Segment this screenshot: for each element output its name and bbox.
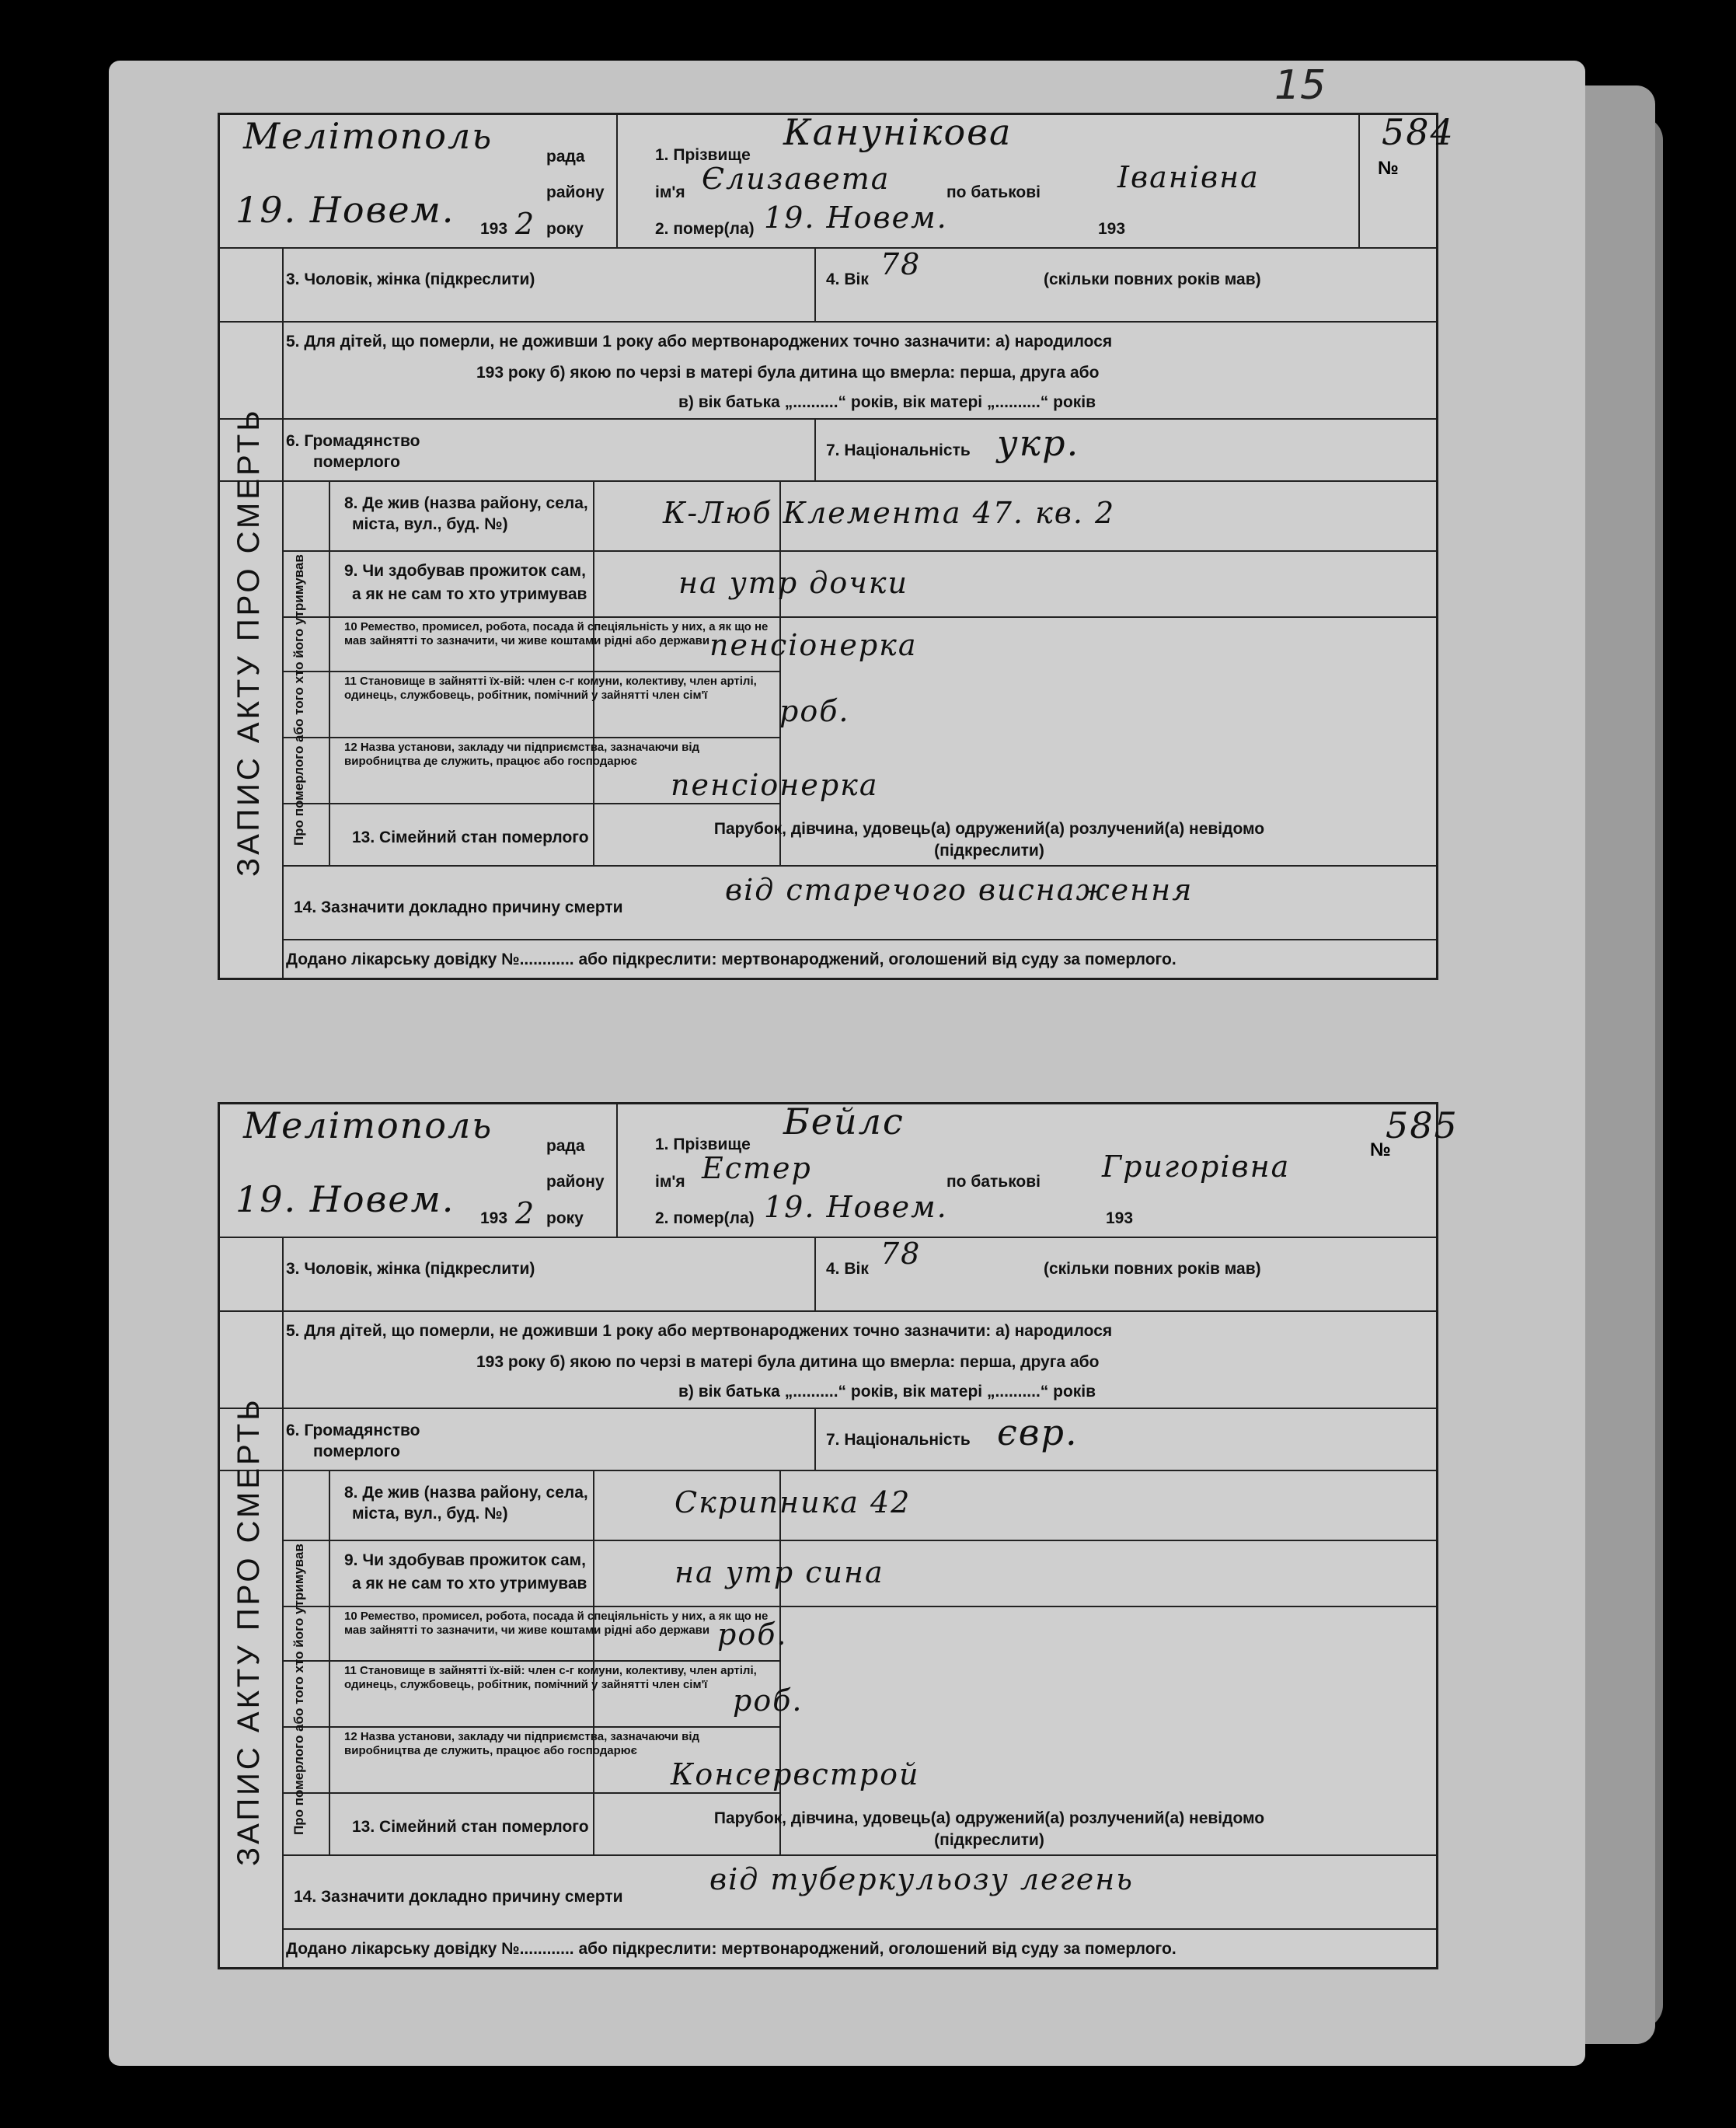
record-number-label: № <box>1378 158 1399 179</box>
nationality-value: укр. <box>997 422 1080 464</box>
support-label-2: а як не сам то хто утримував <box>352 585 587 603</box>
side-subtitle: Про померлого або того хто його утримував <box>291 1544 306 1835</box>
surname-label: 1. Прізвище <box>655 1136 751 1153</box>
roku-label: року <box>546 1209 584 1227</box>
nationality-label: 7. Національність <box>826 441 971 459</box>
age-value: 78 <box>880 247 922 281</box>
position-value: роб. <box>779 694 850 728</box>
died-label: 2. помер(ла) <box>655 1209 755 1227</box>
address-value: Скрипника 42 <box>675 1485 912 1519</box>
roku-label: року <box>546 220 584 238</box>
cause-label: 14. Зазначити докладно причину смерти <box>294 898 623 916</box>
occupation-label: 10 Ремество, промисел, робота, посада й спеціяльність у них, а як що не мав зайнятті то зазначити, чи живе коштами рідні або держави <box>344 1610 769 1637</box>
support-label: 9. Чи здобував прожиток сам, <box>344 562 586 580</box>
support-label-2: а як не сам то хто утримував <box>352 1575 587 1593</box>
age-hint: (скільки повних років мав) <box>1044 270 1261 288</box>
nationality-label: 7. Національність <box>826 1431 971 1449</box>
name-label: ім'я <box>655 1173 685 1191</box>
age-value: 78 <box>880 1237 922 1271</box>
children-line-2: 193 року б) якою по черзі в матері була дитина що вмерла: перша, друга або <box>476 1353 1100 1371</box>
children-line-3: в) вік батька „..........“ років, вік матері „..........“ років <box>678 393 1096 411</box>
footer-note: Додано лікарську довідку №............ або підкреслити: мертвонароджений, оголошений від суду за померлого. <box>286 951 1177 968</box>
position-label: 11 Становище в зайнятті їх-вій: член с-г комуни, колективу, член артілі, одинець, службовець, робітник, помічний у зайнятті член сім'ї <box>344 1664 757 1691</box>
position-label: 11 Становище в зайнятті їх-вій: член с-г комуни, колективу, член артілі, одинець, службовець, робітник, помічний у зайнятті член сім'ї <box>344 675 757 702</box>
footer-note: Додано лікарську довідку №............ або підкреслити: мертвонароджений, оголошений від суду за померлого. <box>286 1940 1177 1958</box>
support-value: на утр дочки <box>678 566 909 600</box>
surname-value: Канунікова <box>783 111 1013 153</box>
cause-value: від туберкульозу легень <box>709 1862 1134 1896</box>
occupation-value: пенсіонерка <box>709 628 918 662</box>
age-label: 4. Вік <box>826 1260 869 1278</box>
age-label: 4. Вік <box>826 270 869 288</box>
died-value: 19. Новем. <box>764 1190 948 1224</box>
side-title: ЗАПИС АКТУ ПРО СМЕРТЬ <box>232 1397 266 1866</box>
marital-options: Парубок, дівчина, удовець(а) одружений(а) розлучений(а) невідомо (підкреслити) <box>713 1809 1265 1849</box>
address-value: К-Люб Клемента 47. кв. 2 <box>663 496 1116 530</box>
death-record-card-1 <box>218 111 1455 980</box>
death-record-card-2 <box>218 1101 1459 1969</box>
institution-label: 12 Назва установи, закладу чи підприємства, зазначаючи від виробництва де служить, працює або господарює <box>344 741 700 768</box>
address-label-2: міста, вул., буд. №) <box>352 1505 508 1523</box>
position-value: роб. <box>733 1683 804 1718</box>
citizenship-label-2: померлого <box>313 453 400 471</box>
nationality-value: євр. <box>997 1411 1079 1453</box>
record-number-value: 584 <box>1382 111 1455 153</box>
institution-value: пенсіонерка <box>671 768 879 802</box>
died-value: 19. Новем. <box>764 201 948 235</box>
address-label-2: міста, вул., буд. №) <box>352 515 508 533</box>
record-number-label: № <box>1370 1139 1391 1160</box>
address-label: 8. Де жив (назва району, села, <box>344 494 588 512</box>
patronymic-label: по батькові <box>946 183 1041 201</box>
died-label: 2. помер(ла) <box>655 220 755 238</box>
name-value: Єлизавета <box>702 162 891 196</box>
citizenship-label-2: померлого <box>313 1443 400 1460</box>
gender-label: 3. Чоловік, жінка (підкреслити) <box>286 270 535 288</box>
children-line-3: в) вік батька „..........“ років, вік матері „..........“ років <box>678 1383 1096 1401</box>
patronymic-value: Григорівна <box>1102 1149 1291 1184</box>
rada-value: Мелітополь <box>243 1104 493 1146</box>
rada-value: Мелітополь <box>243 115 493 157</box>
citizenship-label: 6. Громадянство <box>286 432 420 450</box>
page-number: 15 <box>1274 62 1326 109</box>
rayonu-label: району <box>546 183 605 201</box>
gender-label: 3. Чоловік, жінка (підкреслити) <box>286 1260 535 1278</box>
institution-value: Консервстрой <box>671 1757 920 1791</box>
patronymic-value: Іванівна <box>1117 160 1260 194</box>
rada-label: рада <box>546 148 585 166</box>
year-digit: 2 <box>515 207 536 241</box>
occupation-label: 10 Ремество, промисел, робота, посада й спеціяльність у них, а як що не мав зайнятті то зазначити, чи живе коштами рідні або держави <box>344 620 769 647</box>
marital-options: Парубок, дівчина, удовець(а) одружений(а) розлучений(а) невідомо (підкреслити) <box>713 820 1265 860</box>
children-line-1: 5. Для дітей, що померли, не доживши 1 року або мертвонароджених точно зазначити: а) народилося <box>286 333 1113 351</box>
occupation-value: роб. <box>717 1617 788 1652</box>
support-label: 9. Чи здобував прожиток сам, <box>344 1551 586 1569</box>
patronymic-label: по батькові <box>946 1173 1041 1191</box>
rada-label: рада <box>546 1137 585 1155</box>
died-year-label: 193 <box>1106 1209 1134 1227</box>
children-line-1: 5. Для дітей, що померли, не доживши 1 року або мертвонароджених точно зазначити: а) народилося <box>286 1322 1113 1340</box>
marital-label: 13. Сімейний стан померлого <box>352 1818 589 1836</box>
marital-label: 13. Сімейний стан померлого <box>352 829 589 846</box>
cause-label: 14. Зазначити докладно причину смерти <box>294 1888 623 1906</box>
institution-label: 12 Назва установи, закладу чи підприємства, зазначаючи від виробництва де служить, працює або господарює <box>344 1730 700 1757</box>
record-number-value: 585 <box>1386 1104 1459 1146</box>
registration-date: 19. Новем. <box>235 1178 455 1220</box>
address-label: 8. Де жив (назва району, села, <box>344 1484 588 1502</box>
citizenship-label: 6. Громадянство <box>286 1422 420 1439</box>
children-line-2: 193 року б) якою по черзі в матері була дитина що вмерла: перша, друга або <box>476 364 1100 382</box>
died-year-label: 193 <box>1098 220 1126 238</box>
age-hint: (скільки повних років мав) <box>1044 1260 1261 1278</box>
side-subtitle: Про померлого або того хто його утримував <box>291 554 306 846</box>
year-prefix: 193 <box>480 1209 508 1227</box>
year-digit: 2 <box>515 1196 536 1230</box>
registration-date: 19. Новем. <box>235 189 455 231</box>
name-label: ім'я <box>655 183 685 201</box>
surname-value: Бейлс <box>783 1101 905 1142</box>
surname-label: 1. Прізвище <box>655 146 751 164</box>
support-value: на утр сина <box>675 1555 884 1589</box>
side-title: ЗАПИС АКТУ ПРО СМЕРТЬ <box>232 407 266 877</box>
year-prefix: 193 <box>480 220 508 238</box>
name-value: Естер <box>702 1151 812 1185</box>
cause-value: від старечого виснаження <box>725 873 1194 907</box>
rayonu-label: району <box>546 1173 605 1191</box>
